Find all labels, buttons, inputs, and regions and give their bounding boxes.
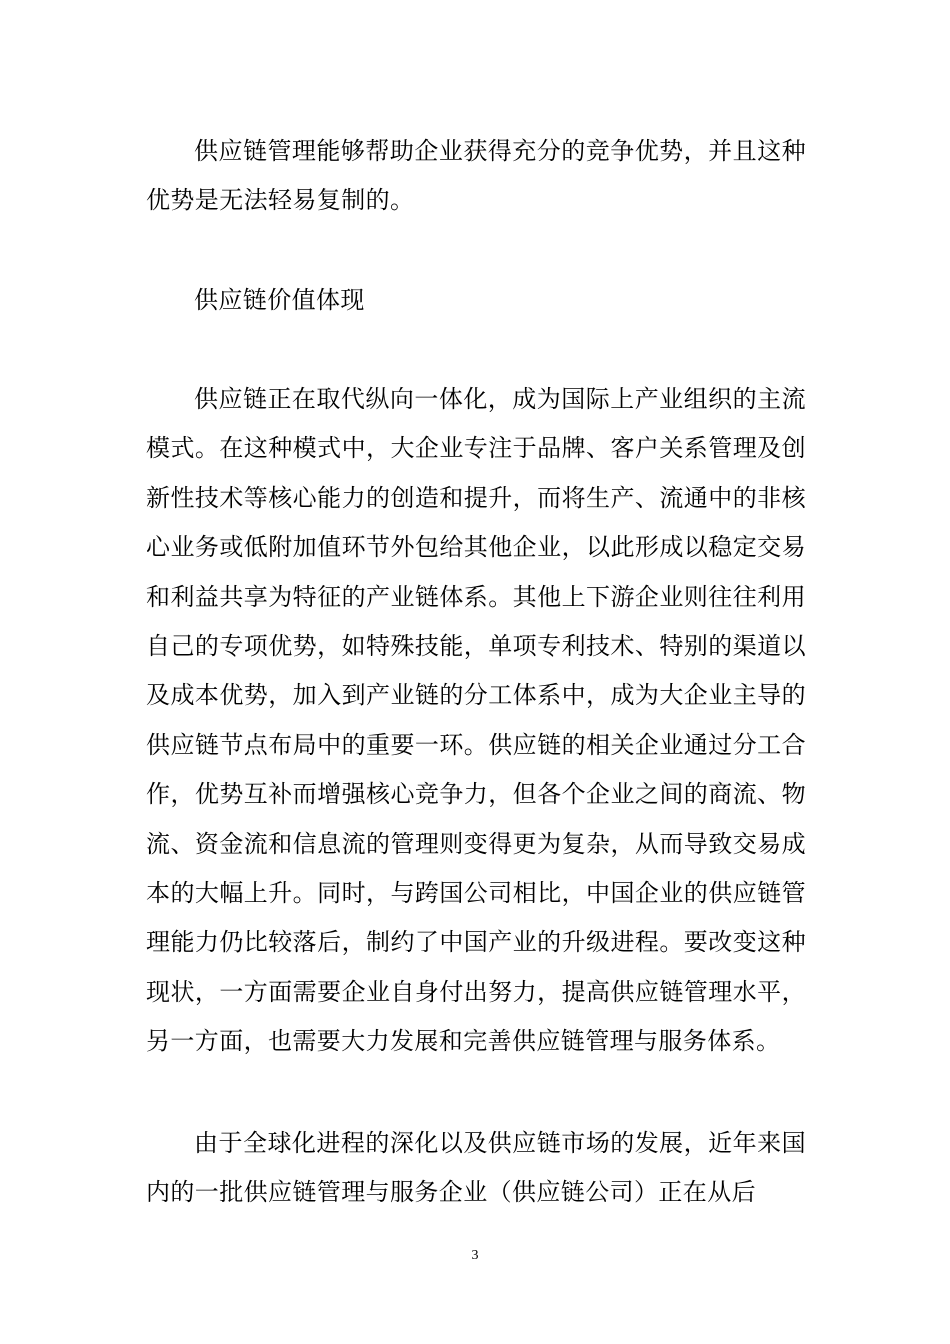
section-heading-supply-chain-value: 供应链价值体现 xyxy=(194,286,365,314)
page-number: 3 xyxy=(471,1248,479,1263)
paragraph-supply-chain-model: 供应链正在取代纵向一体化，成为国际上产业组织的主流模式。在这种模式中，大企业专注于品牌、客户关系管理及创新性技术等核心能力的创造和提升，而将生产、流通中的非核心业务或低附加值环节外包给其他企业，以此形成以稳定交易和利益共享为特征的产业链体系。其他上下游企业则往往利用自己的专项优势，如特殊技能，单项专利技术、特别的渠道以及成本优势，加入到产业链的分工体系中，成为大企业主导的供应链节点布局中的重要一环。供应链的相关企业通过分工合作，优势互补而增强核心竞争力，但各个企业之间的商流、物流、资金流和信息流的管理则变得更为复杂，从而导致交易成本的大幅上升。同时，与跨国公司相比，中国企业的供应链管理能力仍比较落后，制约了中国产业的升级进程。要改变这种现状，一方面需要企业自身付出努力，提高供应链管理水平，另一方面，也需要大力发展和完善供应链管理与服务体系。 xyxy=(146,385,806,1056)
paragraph-competitive-advantage: 供应链管理能够帮助企业获得充分的竞争优势，并且这种优势是无法轻易复制的。 xyxy=(146,137,806,215)
paragraph-globalization: 由于全球化进程的深化以及供应链市场的发展，近年来国内的一批供应链管理与服务企业（供应链公司）正在从后 xyxy=(146,1129,806,1207)
